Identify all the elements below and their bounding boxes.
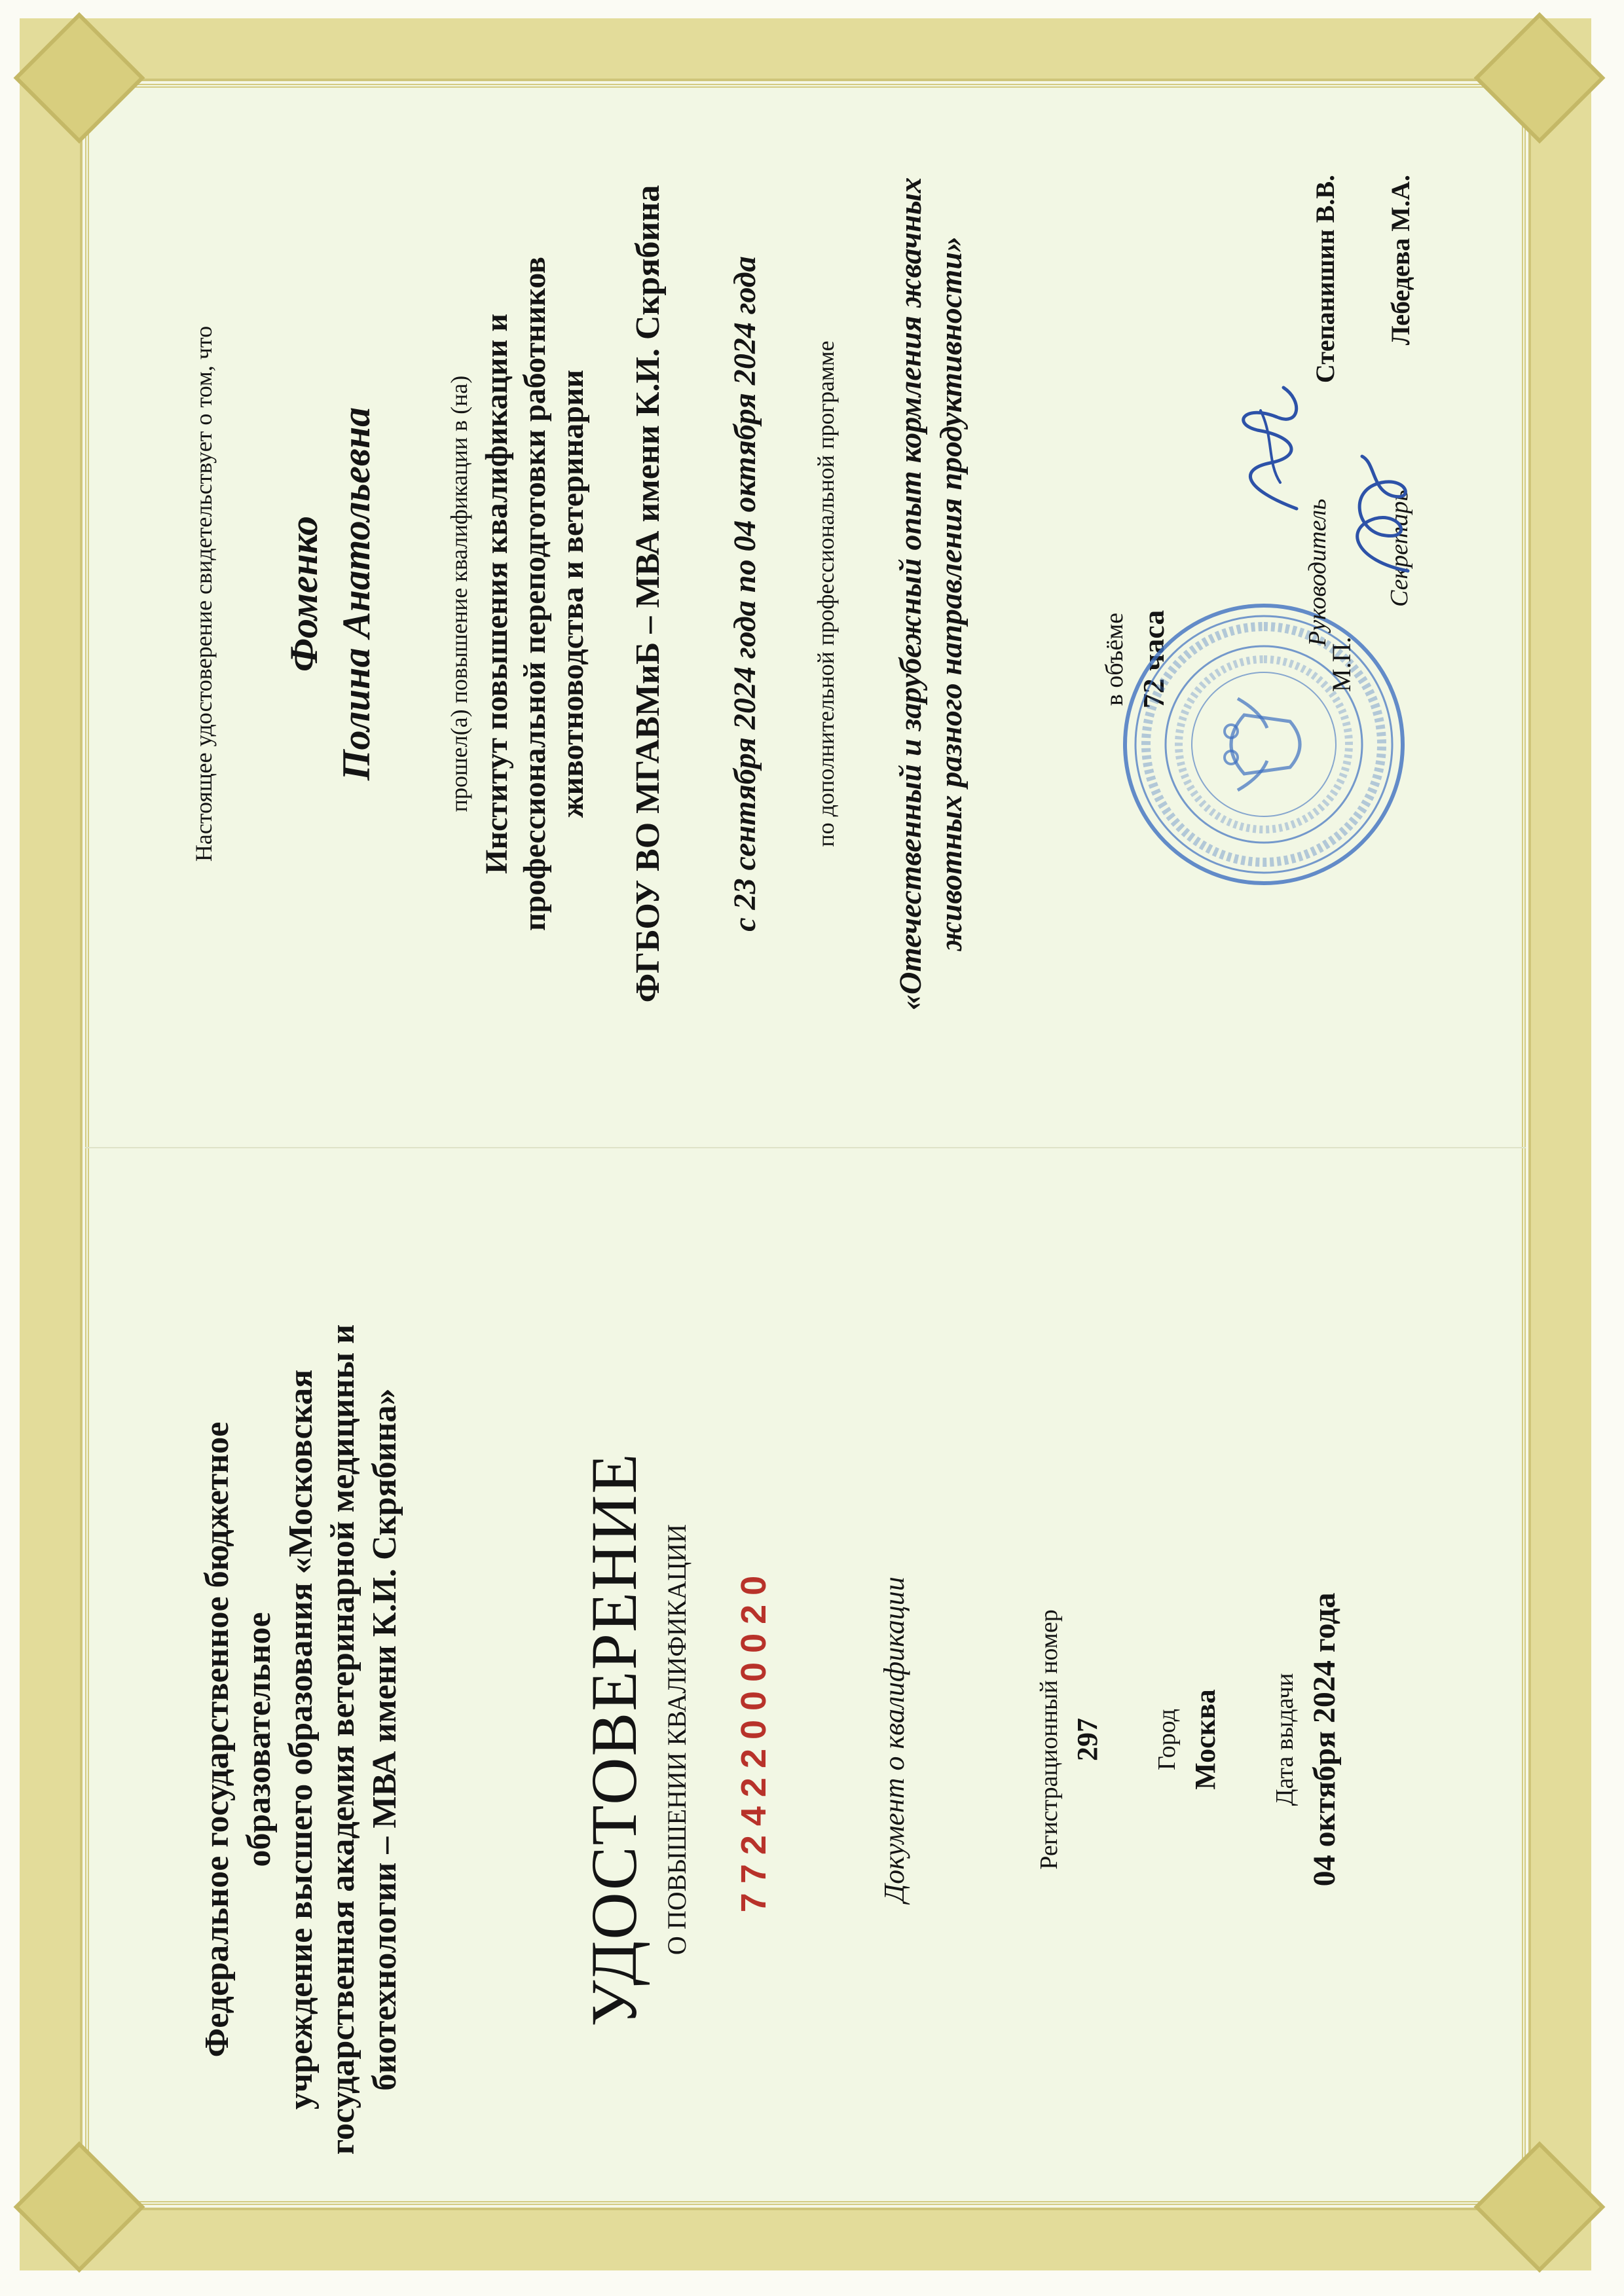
issue-date-label: Дата выдачи — [1271, 1673, 1299, 1806]
volume-value: 72 часа — [1137, 610, 1170, 709]
official-seal-icon — [1120, 600, 1408, 888]
institute-name — [478, 168, 592, 1019]
organization-line: биотехнологии – МВА имени К.И. Скрябина» — [366, 1388, 403, 2091]
holder-given-names: Полина Анатольевна — [335, 407, 378, 781]
document-title: УДОСТОВЕРЕНИЕ — [578, 1452, 650, 2027]
study-period: с 23 сентября 2024 года по 04 октября 2024 года — [728, 256, 762, 932]
document-type: Документ о квалификации — [878, 1576, 910, 1903]
program-label: по дополнительной профессиональной программе — [813, 340, 839, 847]
program-name — [891, 136, 972, 1052]
document-subtitle: О ПОВЫШЕНИИ КВАЛИФИКАЦИИ — [662, 1523, 692, 1956]
secretary-name: Лебедева М.А. — [1386, 175, 1415, 346]
institute-line: животноводства и ветеринарии — [555, 369, 590, 818]
head-name: Степанишин В.В. — [1310, 175, 1340, 384]
program-line: животных разного направления продуктивности» — [934, 236, 969, 952]
registration-label: Регистрационный номер — [1035, 1609, 1063, 1870]
head-signature-icon — [1231, 384, 1316, 515]
organization-line: государственная академия ветеринарной медицины и — [324, 1324, 361, 2155]
city-label: Город — [1153, 1709, 1181, 1770]
secretary-signature-icon — [1336, 450, 1428, 581]
serial-number: 772422000020 — [734, 1566, 773, 1913]
issuing-organization — [196, 1314, 406, 2165]
stamp-mark: М.П. — [1327, 636, 1356, 692]
organization-line: Федеральное государственное бюджетное образовательное — [198, 1421, 278, 2058]
organization-line: учреждение высшего образования «Московская — [282, 1369, 320, 2110]
passed-text: прошел(а) повышение квалификации в (на) — [446, 375, 472, 812]
secretary-role: Секретарь — [1386, 490, 1413, 607]
institute-line: профессиональной переподготовки работников — [517, 257, 552, 931]
volume-label: в объёме — [1101, 612, 1128, 706]
registration-number: 297 — [1071, 1718, 1103, 1761]
intro-text: Настоящее удостоверение свидетельствует о том, что — [191, 325, 217, 862]
university-name: ФГБОУ ВО МГАВМиБ – МВА имени К.И. Скрябина — [629, 185, 667, 1003]
holder-surname: Фоменко — [282, 516, 325, 672]
city-value: Москва — [1189, 1689, 1221, 1790]
issue-date: 04 октября 2024 года — [1307, 1592, 1342, 1887]
institute-line: Институт повышения квалификации и — [479, 313, 514, 875]
head-role: Руководитель — [1304, 498, 1331, 646]
program-line: «Отечественный и зарубежный опыт кормления жвачных — [893, 177, 928, 1011]
